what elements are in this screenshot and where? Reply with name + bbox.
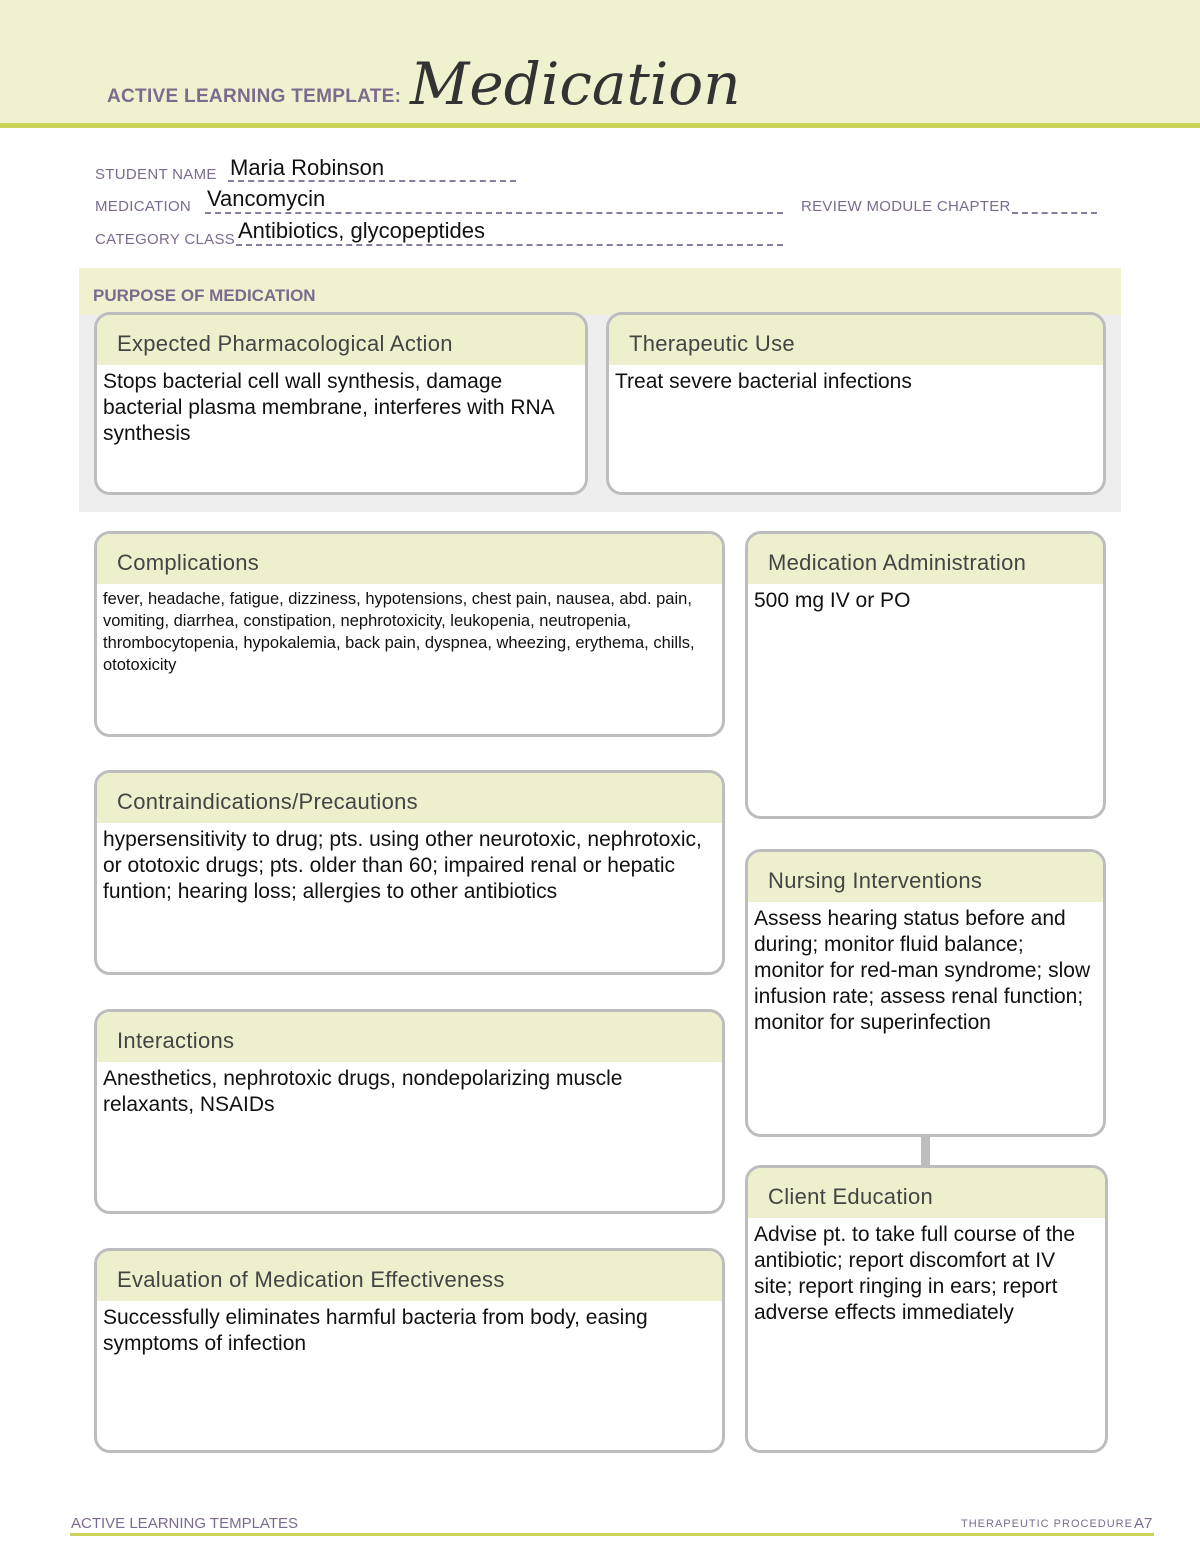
pharmacological-action-box xyxy=(94,312,588,495)
therapeutic-use-box xyxy=(606,312,1106,495)
box-title: Evaluation of Medication Effectiveness xyxy=(97,1251,722,1301)
nursing-interventions-box xyxy=(745,849,1106,1137)
purpose-title: PURPOSE OF MEDICATION xyxy=(93,286,316,305)
box-title: Complications xyxy=(97,534,722,584)
template-label: ACTIVE LEARNING TEMPLATE: xyxy=(107,86,402,107)
box-content[interactable]: fever, headache, fatigue, dizziness, hypotensions, chest pain, nausea, abd. pain, vomiting, diarrhea, constipation, nephrotoxicity, leukopenia, neutropenia, thrombocytopenia, hypokalemia, back pain, dyspnea, wheezing, erythema, chills, ototoxicity xyxy=(103,590,695,674)
box-title: Client Education xyxy=(748,1168,1105,1218)
contraindications-box xyxy=(94,770,725,975)
connector-line xyxy=(921,1135,930,1167)
purpose-band xyxy=(79,268,1121,315)
category-class-field[interactable]: Antibiotics, glycopeptides xyxy=(238,218,486,243)
box-title: Therapeutic Use xyxy=(609,315,1103,365)
box-content[interactable]: Treat severe bacterial infections xyxy=(615,370,912,393)
medication-administration-box xyxy=(745,531,1106,819)
box-title: Medication Administration xyxy=(748,534,1103,584)
box-content[interactable]: hypersensitivity to drug; pts. using other neurotoxic, nephrotoxic, or ototoxic drugs; pts. older than 60; impaired renal or hepatic funtion; hearing loss; allergies to other antibiotics xyxy=(103,828,702,903)
box-content[interactable]: Advise pt. to take full course of the antibiotic; report discomfort at IV site; report ringing in ears; report adverse effects immediately xyxy=(754,1223,1076,1324)
box-title: Expected Pharmacological Action xyxy=(97,315,585,365)
review-module-label: REVIEW MODULE CHAPTER xyxy=(801,198,1011,215)
box-title: Interactions xyxy=(97,1012,722,1062)
category-class-underline xyxy=(236,244,783,246)
medication-field[interactable]: Vancomycin xyxy=(207,186,326,211)
client-education-box xyxy=(745,1165,1108,1453)
footer-rule xyxy=(70,1533,1154,1536)
medication-label: MEDICATION xyxy=(95,198,192,215)
complications-box xyxy=(94,531,725,737)
footer-left: ACTIVE LEARNING TEMPLATES xyxy=(71,1515,298,1532)
category-class-label: CATEGORY CLASS xyxy=(95,231,236,248)
student-name-label: STUDENT NAME xyxy=(95,166,217,183)
box-title: Contraindications/Precautions xyxy=(97,773,722,823)
header-band xyxy=(0,0,1200,128)
student-name-underline xyxy=(228,180,516,182)
student-name-field[interactable]: Maria Robinson xyxy=(230,155,385,180)
evaluation-box xyxy=(94,1248,725,1453)
page-title: Medication xyxy=(410,50,741,118)
box-content[interactable]: Anesthetics, nephrotoxic drugs, nondepolarizing muscle relaxants, NSAIDs xyxy=(103,1067,623,1116)
box-content[interactable]: Assess hearing status before and during; monitor fluid balance; monitor for red-man syndrome; slow infusion rate; assess renal function; monitor for superinfection xyxy=(754,907,1091,1034)
review-module-underline xyxy=(1012,212,1097,214)
box-content[interactable]: Stops bacterial cell wall synthesis, damage bacterial plasma membrane, interferes with RNA synthesis xyxy=(103,370,554,445)
footer-section: THERAPEUTIC PROCEDURE xyxy=(961,1518,1133,1530)
box-content[interactable]: Successfully eliminates harmful bacteria from body, easing symptoms of infection xyxy=(103,1306,648,1355)
box-title: Nursing Interventions xyxy=(748,852,1103,902)
medication-underline xyxy=(205,212,783,214)
page-number: A7 xyxy=(1134,1515,1153,1532)
interactions-box xyxy=(94,1009,725,1214)
box-content[interactable]: 500 mg IV or PO xyxy=(754,589,911,612)
